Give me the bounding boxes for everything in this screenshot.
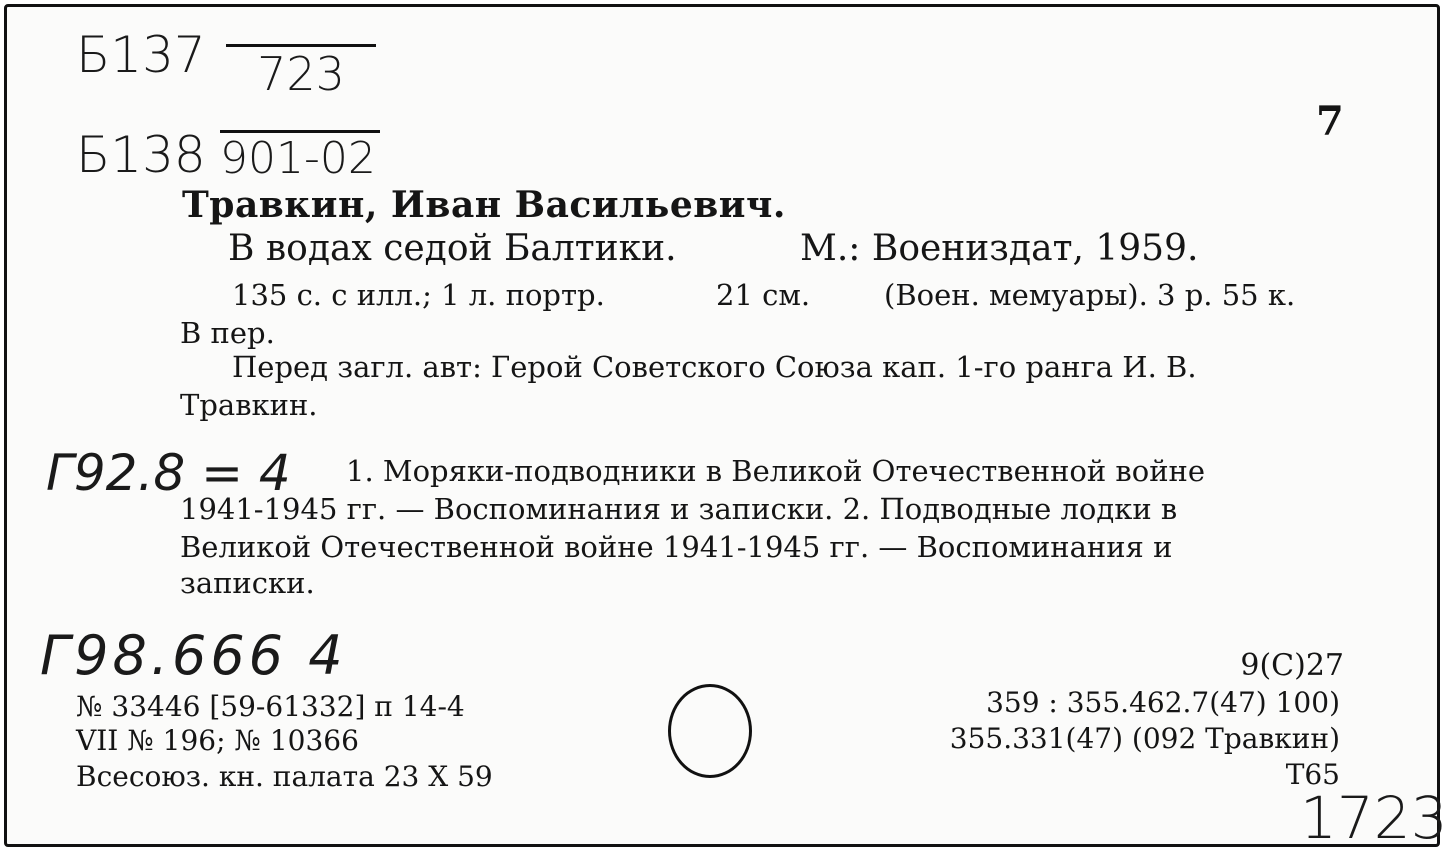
handwritten-classification-2: Г98.666 4 bbox=[40, 624, 347, 687]
subjects-line-1: 1. Моряки-подводники в Великой Отечественной войне bbox=[346, 454, 1206, 488]
handwritten-shelfmark-2-number: 901-02 bbox=[220, 130, 380, 184]
book-title: В водах седой Балтики. bbox=[228, 228, 677, 269]
classification-code: 9(С)27 bbox=[1240, 648, 1344, 683]
card-page-number: 7 bbox=[1316, 98, 1344, 145]
circle-mark bbox=[668, 684, 752, 778]
author-note-line-2: Травкин. bbox=[180, 388, 318, 422]
author-heading: Травкин, Иван Васильевич. bbox=[182, 184, 786, 226]
author-note-text: Перед загл. авт: Герой Советского Союза кап. 1-го ранга И. В. bbox=[232, 350, 1197, 384]
udc-code-1: 359 : 355.462.7(47) 100) bbox=[986, 686, 1340, 719]
handwritten-shelfmark-1: Б137 bbox=[76, 26, 206, 84]
physical-description: 135 с. с илл.; 1 л. портр. bbox=[232, 278, 605, 312]
book-imprint: М.: Воениздат, 1959. bbox=[800, 228, 1199, 269]
subjects-line-3: Великой Отечественной войне 1941-1945 гг. — Воспоминания и bbox=[180, 530, 1173, 564]
book-chamber-stamp: Всесоюз. кн. палата 23 X 59 bbox=[76, 760, 493, 793]
subjects-line-4: записки. bbox=[180, 566, 315, 600]
udc-code-2: 355.331(47) (092 Травкин) bbox=[949, 722, 1340, 755]
book-size: 21 см. bbox=[716, 278, 811, 312]
record-number: № 33446 [59-61332] п 14-4 bbox=[76, 690, 465, 723]
author-note-line-1 bbox=[232, 350, 1338, 384]
handwritten-inventory-number: 1723 bbox=[1300, 784, 1448, 852]
record-vii: VII № 196; № 10366 bbox=[76, 724, 359, 757]
binding-note: В пер. bbox=[180, 316, 275, 350]
handwritten-classification-1: Г92.8 = 4 bbox=[46, 444, 291, 502]
handwritten-shelfmark-2: Б138 bbox=[76, 126, 206, 184]
author-mark: Т65 bbox=[1285, 758, 1340, 791]
subjects-line-2: 1941-1945 гг. — Воспоминания и записки. 2. Подводные лодки в bbox=[180, 492, 1178, 526]
series-and-price: (Воен. мемуары). 3 р. 55 к. bbox=[884, 278, 1296, 312]
handwritten-shelfmark-1-number: 723 bbox=[226, 44, 376, 101]
